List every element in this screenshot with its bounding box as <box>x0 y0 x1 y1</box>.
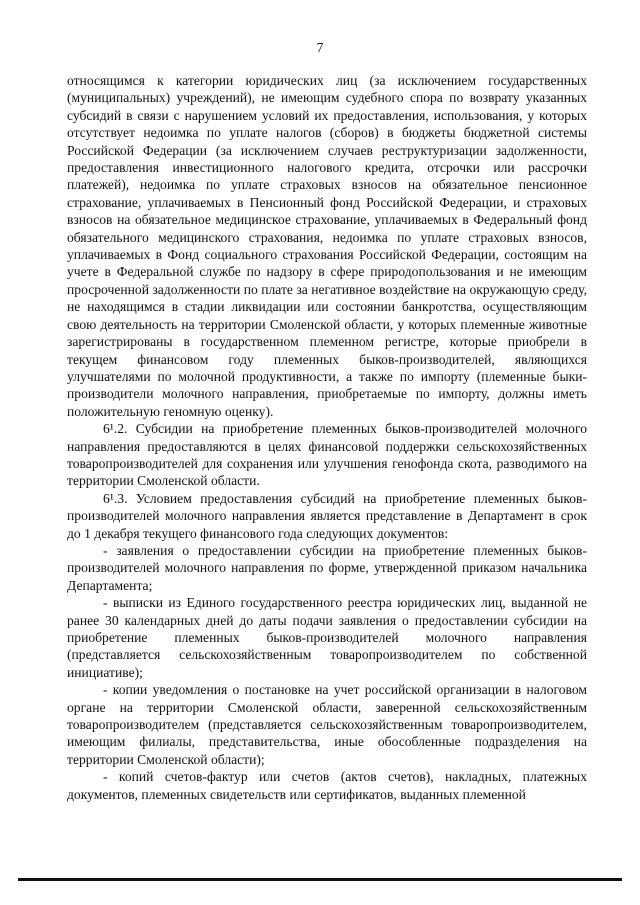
paragraph-eligibility-conditions: относящимся к категории юридических лиц (за исключением государственных (муниципальных) учреждений), не имеющим судебного спора по возврату указанных субсидий в связи с нарушением условий их предоставления, использования, у которых отсутствует недоимка по уплате налогов (сборов) в бюджеты бюджетной системы Российской Федерации (за исключением случаев реструктуризации задолженности, предоставления инвестиционного налогового кредита, отсрочки или рассрочки платежей), недоимка по уплате страховых взносов на обязательное пенсионное страхование, уплачиваемых в Пенсионный фонд Российской Федерации, и страховых взносов на обязательное медицинское страхование, уплачиваемых в Федеральный фонд обязательного медицинского страхования, недоимка по уплате страховых взносов, уплачиваемых в Фонд социального страхования Российской Федерации, состоящим на учете в Федеральной службе по надзору в сфере природопользования и не имеющим просроченной задолженности по плате за негативное воздействие на окружающую среду, не находящимся в стадии ликвидации или состоянии банкротства, осуществляющим свою деятельность на территории Смоленской области, у которых племенные животные зарегистрированы в государственном племенном регистре, которые приобрели в текущем финансовом году племенных быков-производителей, являющихся улучшателями по молочной продуктивности, а также по импорту (племенные быки-производители молочного направления, приобретаемые по импорту, должны иметь положительную геномную оценку). <box>67 73 587 419</box>
document-body <box>67 72 587 803</box>
page-number: 7 <box>316 40 324 55</box>
list-item-registry-extract: - выписки из Единого государственного реестра юридических лиц, выданной не ранее 30 календарных дней до даты подачи заявления о предоставлении субсидии на приобретение племенных быков-производителей молочного направления (представляется сельскохозяйственным товаропроизводителем по собственной инициативе); <box>67 595 587 680</box>
bottom-divider <box>18 878 622 881</box>
list-item-invoices: - копий счетов-фактур или счетов (актов счетов), накладных, платежных документов, племенных свидетельств или сертификатов, выданных племенной <box>67 769 587 802</box>
paragraph-6-1-2: 6¹.2. Субсидии на приобретение племенных быков-производителей молочного направления предоставляются в целях финансовой поддержки сельскохозяйственных товаропроизводителей для сохранения или улучшения генофонда скота, разводимого на территории Смоленской области. <box>67 421 587 489</box>
list-item-tax-registration: - копии уведомления о постановке на учет российской организации в налоговом органе на территории Смоленской области, заверенной сельскохозяйственным товаропроизводителем (представляется сельскохозяйственным товаропроизводителем, имеющим филиалы, представительства, иные обособленные подразделения на территории Смоленской области); <box>67 682 587 767</box>
paragraph-6-1-3: 6¹.3. Условием предоставления субсидий на приобретение племенных быков-производителей молочного направления является представление в Департамент в срок до 1 декабря текущего финансового года следующих документов: <box>67 490 587 541</box>
list-item-application: - заявления о предоставлении субсидии на приобретение племенных быков-производителей молочного направления по форме, утвержденной приказом начальника Департамента; <box>67 542 587 593</box>
